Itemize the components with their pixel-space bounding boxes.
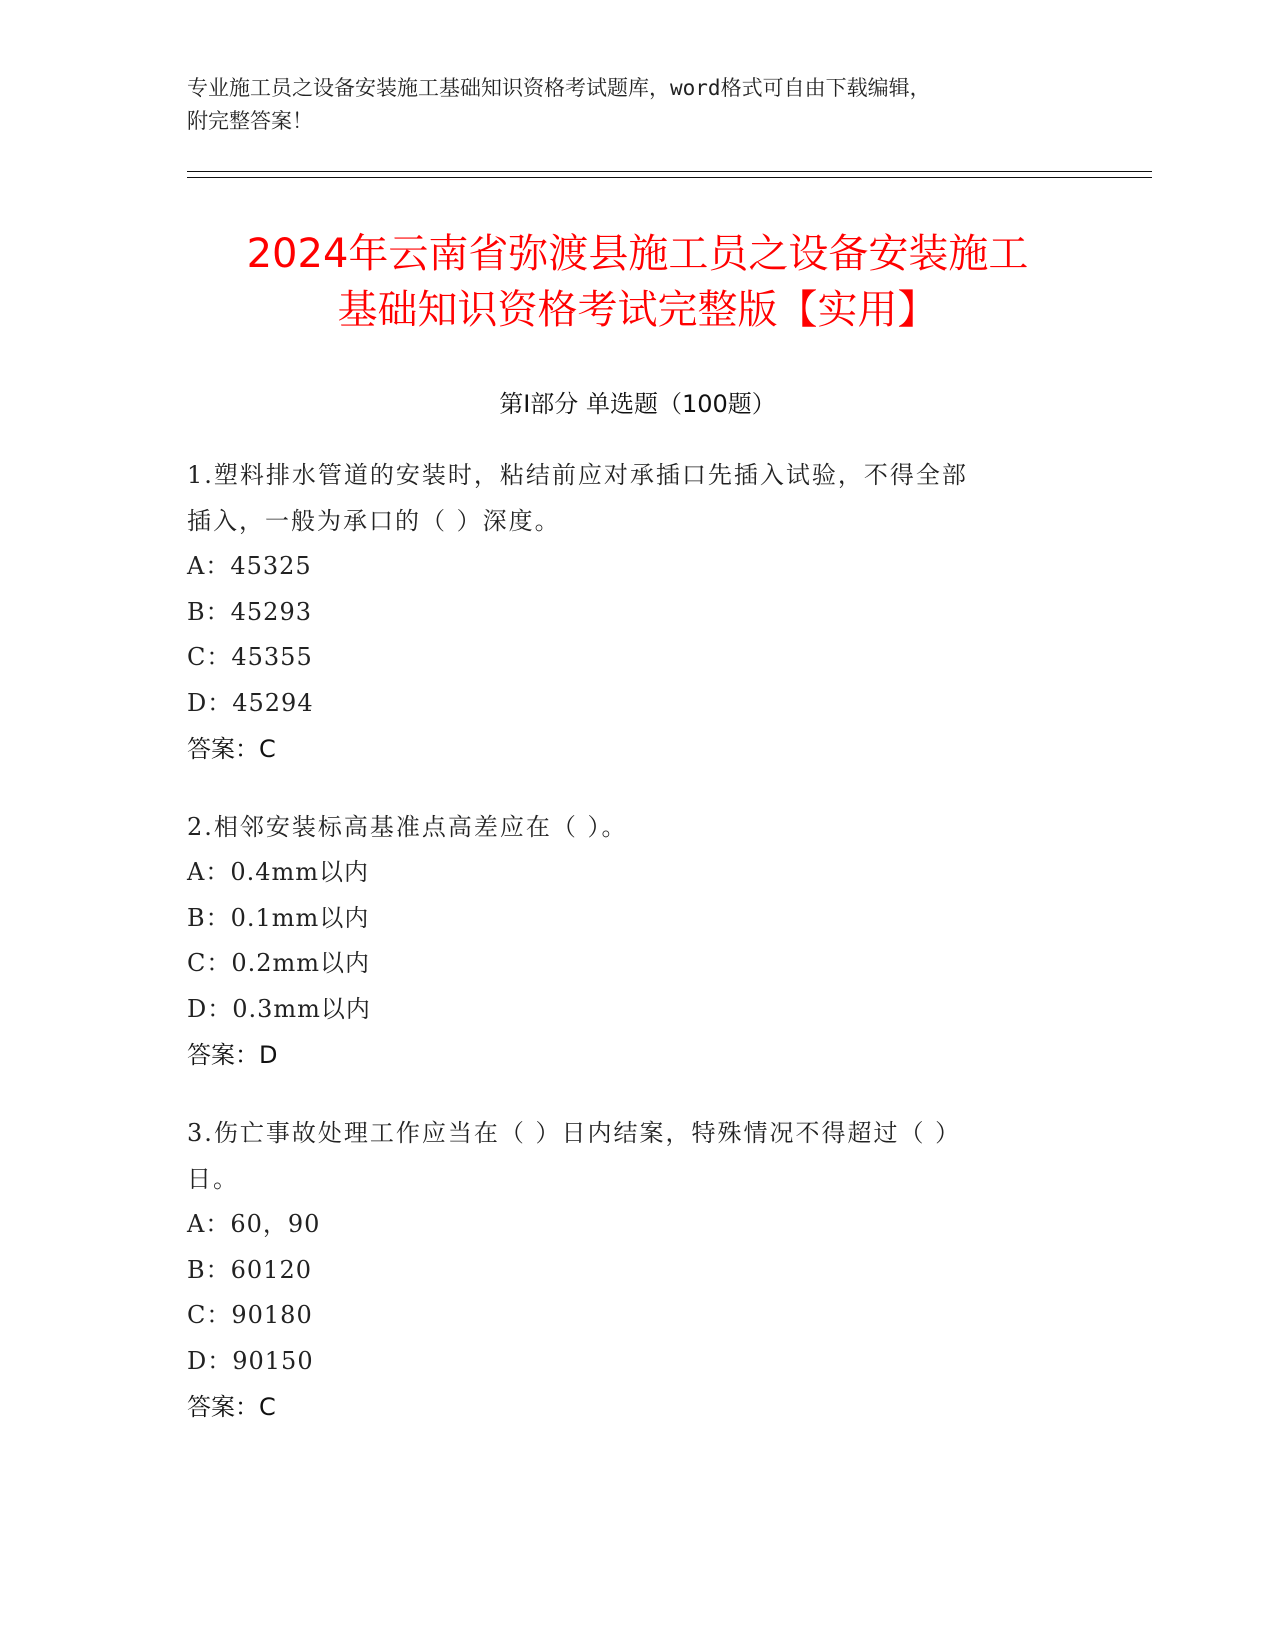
answer: 答案：D [187,1041,278,1069]
question-stem [187,452,1047,544]
question-stem-line-1: 2.相邻安装标高基准点高差应在（ ）。 [187,813,628,841]
option-b: B：45293 [187,597,312,626]
header-note-line-1: 专业施工员之设备安装施工基础知识资格考试题库，word格式可自由下载编辑， [187,76,931,100]
option-a: A：45325 [187,552,312,580]
question-2 [187,804,1047,1078]
document-title-line-1: 2024年云南省弥渡县施工员之设备安装施工 [246,231,1029,277]
header-divider-top [187,171,1152,172]
option-a: A：60，90 [187,1210,321,1238]
option-c: C：90180 [187,1301,313,1329]
option-c: C：0.2mm以内 [187,949,371,977]
header-divider-bottom [187,177,1152,178]
document-title-line-2: 基础知识资格考试完整版【实用】 [337,287,938,333]
option-b: B：0.1mm以内 [187,903,370,932]
question-1 [187,452,1047,772]
option-d: D：90150 [187,1346,314,1375]
question-stem-line-1: 3.伤亡事故处理工作应当在（ ）日内结案，特殊情况不得超过（ ） [187,1119,962,1147]
question-3 [187,1110,1047,1430]
question-stem-line-2: 插入，一般为承口的（ ）深度。 [187,507,561,535]
option-d: D：0.3mm以内 [187,994,371,1023]
header-note [187,72,1087,138]
question-stem-line-2: 日。 [187,1165,239,1193]
header-note-line-2: 附完整答案！ [187,109,313,133]
section-heading: 第Ⅰ部分 单选题（100题） [499,390,776,418]
question-stem [187,804,1047,850]
answer: 答案：C [187,735,276,763]
option-b: B：60120 [187,1255,312,1284]
answer: 答案：C [187,1393,276,1421]
option-c: C：45355 [187,643,313,671]
question-stem [187,1110,1047,1202]
document-title [150,226,1125,338]
question-stem-line-1: 1.塑料排水管道的安装时，粘结前应对承插口先插入试验，不得全部 [187,461,968,489]
option-a: A：0.4mm以内 [187,858,370,886]
option-d: D：45294 [187,688,314,717]
